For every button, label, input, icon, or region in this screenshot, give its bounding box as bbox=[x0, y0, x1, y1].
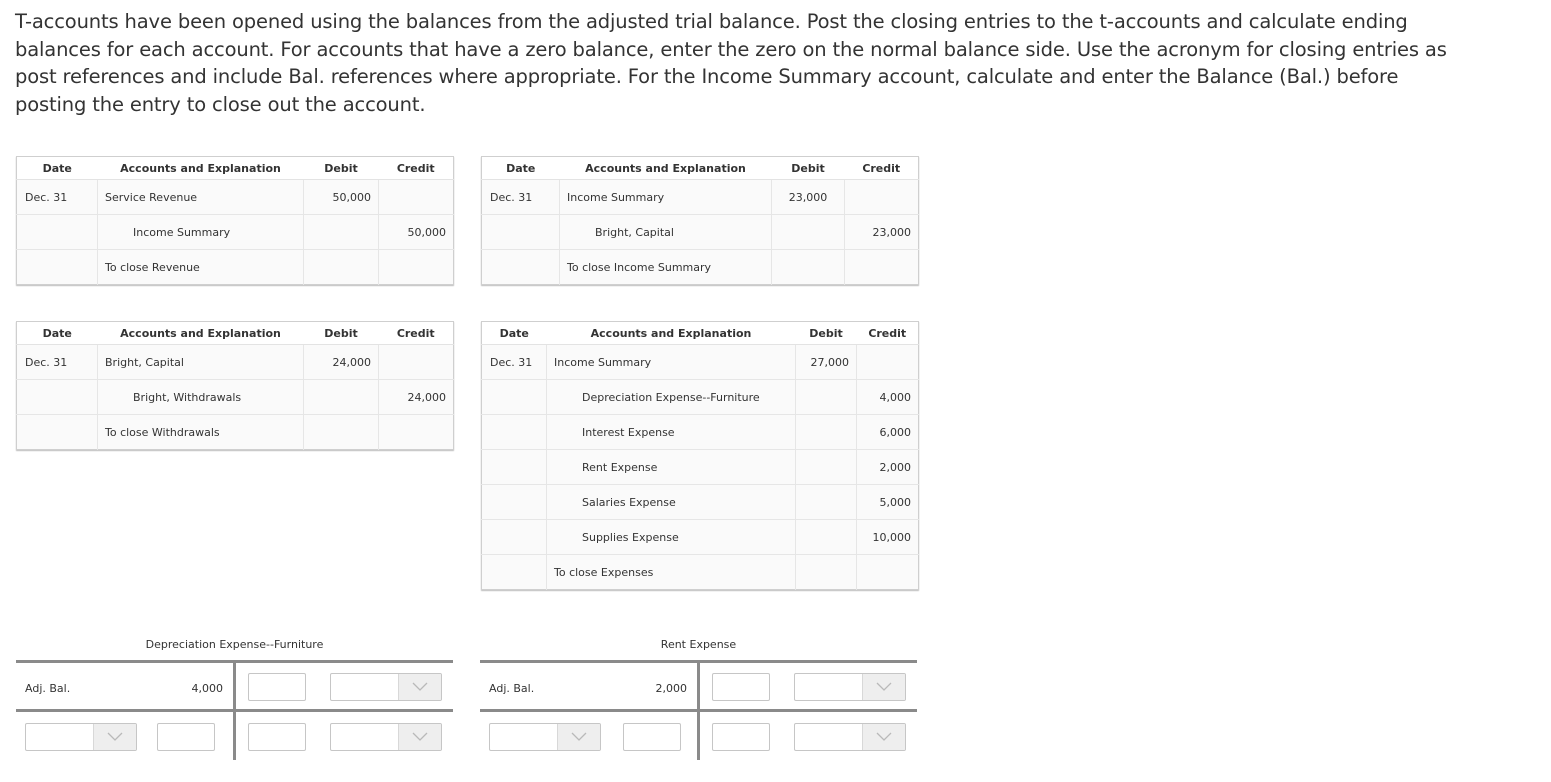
credit-cell: 10,000 bbox=[857, 520, 919, 555]
table-row bbox=[17, 415, 454, 450]
date-header: Date bbox=[17, 157, 98, 180]
debit-cell bbox=[796, 555, 857, 590]
date-cell bbox=[17, 215, 98, 250]
debit-cell bbox=[304, 250, 379, 285]
credit-amount-select[interactable] bbox=[794, 673, 906, 701]
table-row bbox=[17, 250, 454, 285]
credit-amount-select-2[interactable] bbox=[794, 723, 906, 751]
debit-header: Debit bbox=[304, 322, 379, 345]
explanation-cell: To close Income Summary bbox=[560, 250, 772, 285]
debit-cell bbox=[796, 450, 857, 485]
chevron-down-icon bbox=[876, 732, 892, 742]
credit-cell bbox=[857, 555, 919, 590]
dropdown-button[interactable] bbox=[398, 724, 441, 750]
debit-cell bbox=[796, 520, 857, 555]
taccount-rent-expense bbox=[480, 638, 917, 778]
journal-close-expenses bbox=[481, 321, 919, 590]
date-cell bbox=[482, 485, 547, 520]
table-row bbox=[482, 485, 919, 520]
table-row bbox=[17, 180, 454, 215]
account-cell: Income Summary bbox=[560, 180, 772, 215]
credit-header: Credit bbox=[857, 322, 919, 345]
date-cell bbox=[17, 380, 98, 415]
debit-ref-select[interactable] bbox=[25, 723, 137, 751]
account-cell: Salaries Expense bbox=[547, 485, 796, 520]
date-header: Date bbox=[482, 157, 560, 180]
date-cell bbox=[482, 215, 560, 250]
dropdown-button[interactable] bbox=[557, 724, 600, 750]
debit-cell bbox=[304, 215, 379, 250]
debit-cell: 27,000 bbox=[796, 345, 857, 380]
debit-cell bbox=[772, 215, 845, 250]
account-cell: Bright, Capital bbox=[560, 215, 772, 250]
credit-header: Credit bbox=[845, 157, 919, 180]
table-row bbox=[17, 345, 454, 380]
chevron-down-icon bbox=[412, 682, 428, 692]
credit-cell: 2,000 bbox=[857, 450, 919, 485]
date-cell: Dec. 31 bbox=[17, 180, 98, 215]
date-cell bbox=[482, 250, 560, 285]
account-cell: Bright, Withdrawals bbox=[98, 380, 304, 415]
date-cell: Dec. 31 bbox=[482, 180, 560, 215]
date-cell bbox=[17, 415, 98, 450]
adj-bal-value: 2,000 bbox=[655, 682, 687, 695]
table-row bbox=[17, 215, 454, 250]
credit-cell: 4,000 bbox=[857, 380, 919, 415]
date-cell bbox=[482, 555, 547, 590]
credit-ref-input-2[interactable] bbox=[712, 723, 770, 751]
table-row bbox=[482, 555, 919, 590]
account-cell: Interest Expense bbox=[547, 415, 796, 450]
chevron-down-icon bbox=[412, 732, 428, 742]
taccount-title: Rent Expense bbox=[660, 638, 737, 651]
accounts-header: Accounts and Explanation bbox=[560, 157, 772, 180]
journal-header-row bbox=[482, 157, 919, 180]
dropdown-button[interactable] bbox=[398, 674, 441, 700]
credit-header: Credit bbox=[379, 322, 454, 345]
dropdown-button[interactable] bbox=[93, 724, 136, 750]
dropdown-button[interactable] bbox=[862, 674, 905, 700]
credit-ref-input[interactable] bbox=[248, 673, 306, 701]
table-row bbox=[17, 380, 454, 415]
account-cell: Supplies Expense bbox=[547, 520, 796, 555]
taccount-center-line bbox=[233, 660, 236, 760]
debit-cell bbox=[772, 250, 845, 285]
table-row bbox=[482, 250, 919, 285]
debit-ref-select[interactable] bbox=[489, 723, 601, 751]
account-cell: Depreciation Expense--Furniture bbox=[547, 380, 796, 415]
date-cell bbox=[482, 520, 547, 555]
debit-header: Debit bbox=[304, 157, 379, 180]
date-cell bbox=[17, 250, 98, 285]
date-cell: Dec. 31 bbox=[482, 345, 547, 380]
account-cell: Income Summary bbox=[98, 215, 304, 250]
credit-cell bbox=[379, 250, 454, 285]
debit-header: Debit bbox=[796, 322, 857, 345]
credit-ref-input-2[interactable] bbox=[248, 723, 306, 751]
explanation-cell: To close Withdrawals bbox=[98, 415, 304, 450]
journal-header-row bbox=[482, 322, 919, 345]
credit-amount-select-2[interactable] bbox=[330, 723, 442, 751]
credit-cell bbox=[379, 415, 454, 450]
debit-cell bbox=[304, 415, 379, 450]
accounts-header: Accounts and Explanation bbox=[547, 322, 796, 345]
credit-cell: 50,000 bbox=[379, 215, 454, 250]
account-cell: Rent Expense bbox=[547, 450, 796, 485]
debit-amount-input[interactable] bbox=[157, 723, 215, 751]
date-cell bbox=[482, 450, 547, 485]
table-row bbox=[482, 380, 919, 415]
debit-cell bbox=[796, 485, 857, 520]
credit-cell: 6,000 bbox=[857, 415, 919, 450]
credit-amount-select[interactable] bbox=[330, 673, 442, 701]
adj-bal-label: Adj. Bal. bbox=[489, 682, 535, 695]
dropdown-button[interactable] bbox=[862, 724, 905, 750]
adj-bal-label: Adj. Bal. bbox=[25, 682, 71, 695]
table-row bbox=[482, 450, 919, 485]
accounts-header: Accounts and Explanation bbox=[98, 322, 304, 345]
date-cell: Dec. 31 bbox=[17, 345, 98, 380]
journal-header-row bbox=[17, 322, 454, 345]
credit-cell: 23,000 bbox=[845, 215, 919, 250]
debit-cell: 50,000 bbox=[304, 180, 379, 215]
account-cell: Income Summary bbox=[547, 345, 796, 380]
credit-cell bbox=[845, 180, 919, 215]
debit-cell bbox=[304, 380, 379, 415]
date-header: Date bbox=[17, 322, 98, 345]
journal-close-income-summary bbox=[481, 156, 919, 285]
credit-cell bbox=[379, 180, 454, 215]
taccount-center-line bbox=[697, 660, 700, 760]
date-header: Date bbox=[482, 322, 547, 345]
credit-cell bbox=[379, 345, 454, 380]
credit-cell bbox=[857, 345, 919, 380]
account-cell: Service Revenue bbox=[98, 180, 304, 215]
table-row bbox=[482, 520, 919, 555]
explanation-cell: To close Revenue bbox=[98, 250, 304, 285]
taccount-title: Depreciation Expense--Furniture bbox=[145, 638, 324, 651]
debit-cell bbox=[796, 380, 857, 415]
table-row bbox=[482, 215, 919, 250]
accounts-header: Accounts and Explanation bbox=[98, 157, 304, 180]
chevron-down-icon bbox=[571, 732, 587, 742]
debit-cell: 23,000 bbox=[772, 180, 845, 215]
chevron-down-icon bbox=[876, 682, 892, 692]
debit-amount-input[interactable] bbox=[623, 723, 681, 751]
journal-close-withdrawals bbox=[16, 321, 454, 450]
explanation-cell: To close Expenses bbox=[547, 555, 796, 590]
credit-header: Credit bbox=[379, 157, 454, 180]
credit-cell bbox=[845, 250, 919, 285]
debit-cell bbox=[796, 415, 857, 450]
date-cell bbox=[482, 380, 547, 415]
taccount-depreciation-expense bbox=[16, 638, 453, 778]
adj-bal-value: 4,000 bbox=[191, 682, 223, 695]
journal-header-row bbox=[17, 157, 454, 180]
instructions-text: T-accounts have been opened using the balances from the adjusted trial balance. Post the closing entries to the t-accounts and calculate ending balances for each account. For accounts that have a zero balance, enter the zero on the normal balance side. Use the acronym for closing entries as post references and include Bal. references where appropriate. For the Income Summary account, calculate and enter the Balance (Bal.) before posting the entry to close out the account. bbox=[15, 10, 1447, 116]
credit-ref-input[interactable] bbox=[712, 673, 770, 701]
journal-close-revenue bbox=[16, 156, 454, 285]
debit-header: Debit bbox=[772, 157, 845, 180]
debit-cell: 24,000 bbox=[304, 345, 379, 380]
table-row bbox=[482, 180, 919, 215]
table-row bbox=[482, 415, 919, 450]
table-row bbox=[482, 345, 919, 380]
credit-cell: 24,000 bbox=[379, 380, 454, 415]
account-cell: Bright, Capital bbox=[98, 345, 304, 380]
credit-cell: 5,000 bbox=[857, 485, 919, 520]
chevron-down-icon bbox=[107, 732, 123, 742]
date-cell bbox=[482, 415, 547, 450]
